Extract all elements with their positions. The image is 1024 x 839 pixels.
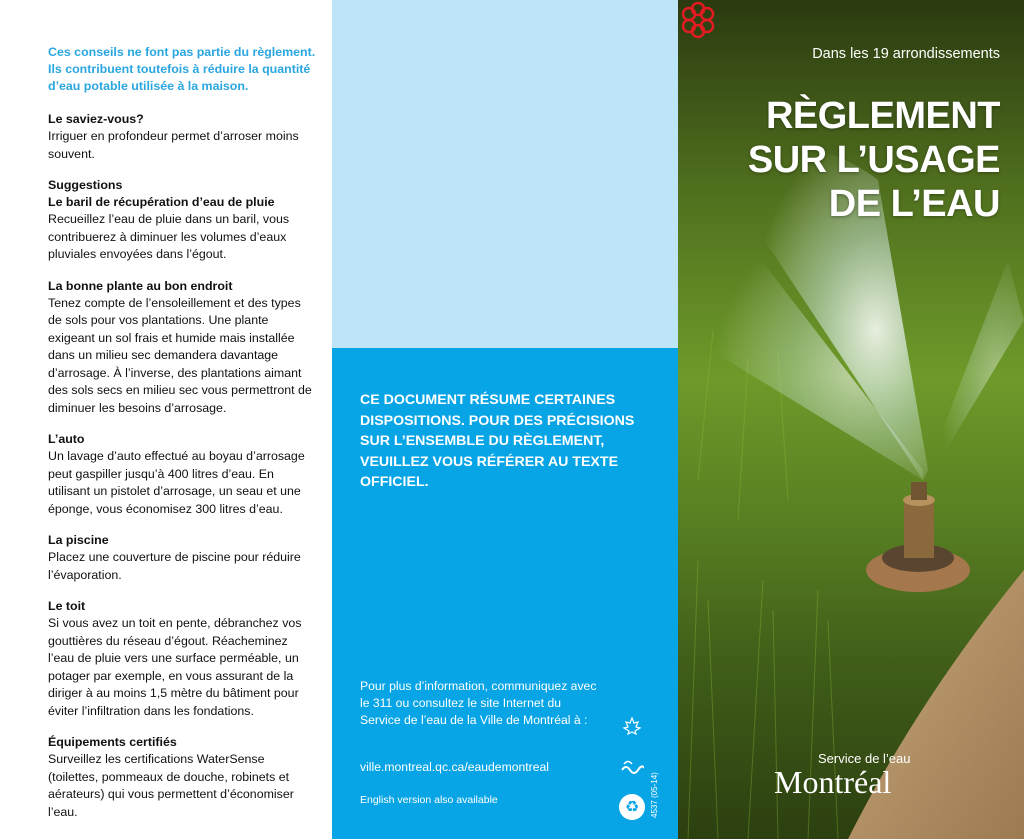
section-title: Équipements certifiés [48,735,177,749]
section-piscine [48,532,316,584]
title-line: RÈGLEMENT [765,95,1000,137]
section-subtitle: Le baril de récupération d’eau de pluie [48,195,275,209]
section-equipements [48,734,316,821]
website-link[interactable]: ville.montreal.qc.ca/eaudemontreal [360,760,550,774]
section-title: L’auto [48,432,85,446]
certification-logos [619,714,647,834]
section-body: Surveillez les certifications WaterSense (toilettes, pommeaux de douche, robinets et aérateurs) qui vous permettent d’économiser l’eau. [48,752,294,819]
service-name: Service de l’eau [818,751,911,766]
section-bonne-plante [48,278,316,418]
maple-leaf-icon [619,714,645,740]
document-code: 4537 (05-14) [650,772,659,818]
light-blue-band [332,0,678,348]
section-body: Recueillez l’eau de pluie dans un baril, vous contribuerez à diminuer les volumes d’eaux pluviales envoyées dans l’égout. [48,212,290,261]
section-suggestions [48,177,316,264]
cover-tagline: Dans les 19 arrondissements [812,46,1000,62]
section-body: Un lavage d’auto effectué au boyau d’arrosage peut gaspiller jusqu’à 400 litres d’eau. En utilisant un pistolet d’arrosage, un seau et une éponge, vous économisez 300 litres d’eau. [48,449,305,516]
title-line: SUR L’USAGE [747,139,1000,181]
section-saviez-vous [48,111,316,163]
section-body: Si vous avez un toit en pente, débranchez vos gouttières du réseau d’égout. Réacheminez l’eau de pluie vers une surface perméable, un potager par exemple, en vous assurant de la diriger à au moins 1,5 mètre du bâtiment pour éviter l’infiltration dans les fondations. [48,616,302,718]
section-title: La piscine [48,533,109,547]
cover-title [748,94,1000,226]
english-version-note: English version also available [360,794,498,806]
section-title: La bonne plante au bon endroit [48,278,233,293]
intro-text: Ces conseils ne font pas partie du règlement. Ils contribuent toutefois à réduire la quantité d’eau potable utilisée à la maison. [48,45,316,93]
rosace-icon [678,0,718,40]
city-wordmark: Montréal [774,764,892,800]
section-title: Le saviez-vous? [48,112,144,126]
title-line: DE L’EAU [828,183,1000,225]
cover-photo-sprinkler [678,0,1024,839]
section-body: Tenez compte de l’ensoleillement et des types de sols pour vos plantations. Une plante exigeant un sol frais et humide mais installée dans un milieu sec demandera davantage d’arrosage. À l’inverse, des plantations aimant des sols secs en milieu sec vous permettront de diminuer les besoins d’arrosage. [48,295,312,415]
section-toit [48,598,316,720]
section-body: Irriguer en profondeur permet d’arroser moins souvent. [48,129,299,161]
official-text-notice: CE DOCUMENT RÉSUME CERTAINES DISPOSITIONS. POUR DES PRÉCISIONS SUR L’ENSEMBLE DU RÈGLEMENT, VEUILLEZ VOUS RÉFÉRER AU TEXTE OFFICIEL. [360,392,635,490]
section-title: Le toit [48,599,86,613]
section-body: Placez une couverture de piscine pour réduire l’évaporation. [48,550,301,582]
contact-info: Pour plus d’information, communiquez avec le 311 ou consultez le site Internet du Service de l’eau de la Ville de Montréal à : [360,679,597,727]
section-auto [48,431,316,518]
section-title: Suggestions [48,178,123,192]
wave-certification-icon [619,754,645,780]
recycle-icon: ♻ [619,794,645,820]
notice-panel [332,348,678,839]
tips-panel [0,0,332,839]
